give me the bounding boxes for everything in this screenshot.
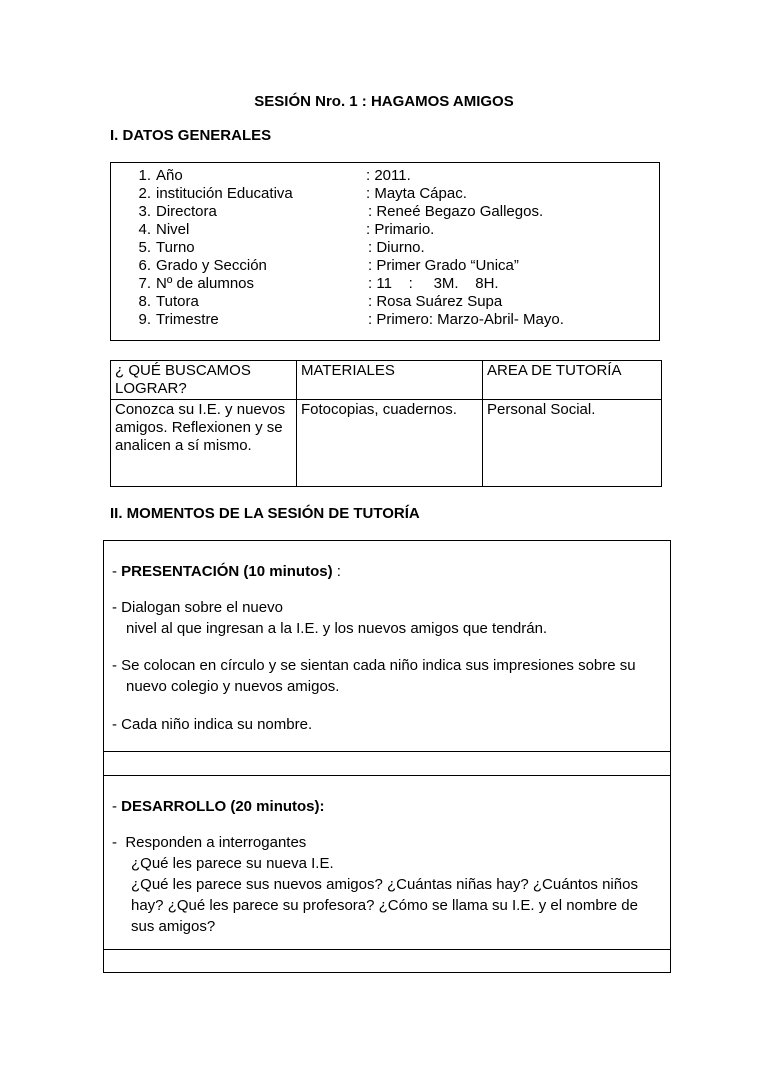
datos-label: institución Educativa — [156, 185, 293, 202]
table-header: MATERIALES — [297, 361, 483, 400]
datos-label: Tutora — [156, 293, 199, 310]
datos-row: 8. Tutora : Rosa Suárez Supa — [138, 293, 503, 310]
datos-value: : Mayta Cápac. — [366, 185, 467, 202]
datos-row: 5. Turno : Diurno. — [138, 239, 425, 256]
table-row — [111, 400, 662, 487]
section-heading-datos: I. DATOS GENERALES — [110, 127, 272, 144]
datos-row: 3. Directora : Reneé Begazo Gallegos. — [138, 203, 544, 220]
desarrollo-paragraph: - Responden a interrogantes ¿Qué les parece su nueva I.E. ¿Qué les parece sus nuevos amigos? ¿Cuántas niñas hay? ¿Cuántos niños hay? ¿Qué les parece su profesora? ¿Cómo se llama su I.E. y el nombre de sus amigos? — [112, 834, 638, 935]
datos-value: : Rosa Suárez Supa — [368, 293, 503, 310]
datos-value: : Primero: Marzo-Abril- Mayo. — [368, 311, 564, 328]
datos-value: : Primario. — [366, 221, 435, 238]
datos-label: Grado y Sección — [156, 257, 267, 274]
presentacion-box — [103, 540, 671, 752]
datos-row: 4. Nivel : Primario. — [138, 221, 435, 238]
table-header: AREA DE TUTORÍA — [483, 361, 662, 400]
datos-label: Directora — [156, 203, 217, 220]
datos-row: 1. Año : 2011. — [138, 167, 411, 184]
datos-label: Nº de alumnos — [156, 275, 255, 292]
goals-table — [110, 360, 662, 487]
datos-value: : Primer Grado “Unica” — [368, 257, 519, 274]
table-header: ¿ QUÉ BUSCAMOS LOGRAR? — [111, 361, 297, 400]
table-header-row — [111, 361, 662, 400]
presentacion-paragraph: - Se colocan en círculo y se sientan cada niño indica sus impresiones sobre su nuevo colegio y nuevos amigos. — [112, 657, 636, 695]
presentacion-paragraph: - Dialogan sobre el nuevo nivel al que ingresan a la I.E. y los nuevos amigos que tendrán. — [112, 599, 548, 637]
datos-row: 6. Grado y Sección : Primer Grado “Unica” — [138, 257, 519, 274]
desarrollo-title-line: - DESARROLLO (20 minutos): — [112, 798, 325, 815]
empty-row — [103, 751, 671, 776]
datos-value: : Reneé Begazo Gallegos. — [368, 203, 544, 220]
datos-value: : 2011. — [366, 167, 411, 184]
table-cell: Personal Social. — [483, 400, 662, 487]
desarrollo-box — [103, 775, 671, 950]
section-heading-momentos: II. MOMENTOS DE LA SESIÓN DE TUTORÍA — [110, 505, 420, 522]
presentacion-title-line: - PRESENTACIÓN (10 minutos) : — [112, 563, 341, 580]
empty-row — [103, 949, 671, 973]
datos-value: : 11 : 3M. 8H. — [368, 275, 499, 292]
datos-label: Turno — [156, 239, 195, 256]
table-cell: Conozca su I.E. y nuevos amigos. Reflexionen y se analicen a sí mismo. — [111, 400, 297, 487]
datos-label: Nivel — [156, 221, 190, 238]
datos-row: 2. institución Educativa : Mayta Cápac. — [138, 185, 467, 202]
presentacion-paragraph: - Cada niño indica su nombre. — [112, 716, 313, 733]
datos-generales-box — [110, 162, 660, 341]
desarrollo-title: DESARROLLO (20 minutos): — [121, 798, 325, 815]
datos-value: : Diurno. — [368, 239, 425, 256]
datos-label: Trimestre — [156, 311, 219, 328]
table-cell: Fotocopias, cuadernos. — [297, 400, 483, 487]
datos-row: 9. Trimestre : Primero: Marzo-Abril- Mayo. — [138, 311, 564, 328]
page-title: SESIÓN Nro. 1 : HAGAMOS AMIGOS — [254, 93, 514, 110]
datos-label: Año — [156, 167, 183, 184]
datos-row: 7. Nº de alumnos : 11 : 3M. 8H. — [138, 275, 499, 292]
presentacion-title: PRESENTACIÓN (10 minutos) — [121, 563, 333, 580]
